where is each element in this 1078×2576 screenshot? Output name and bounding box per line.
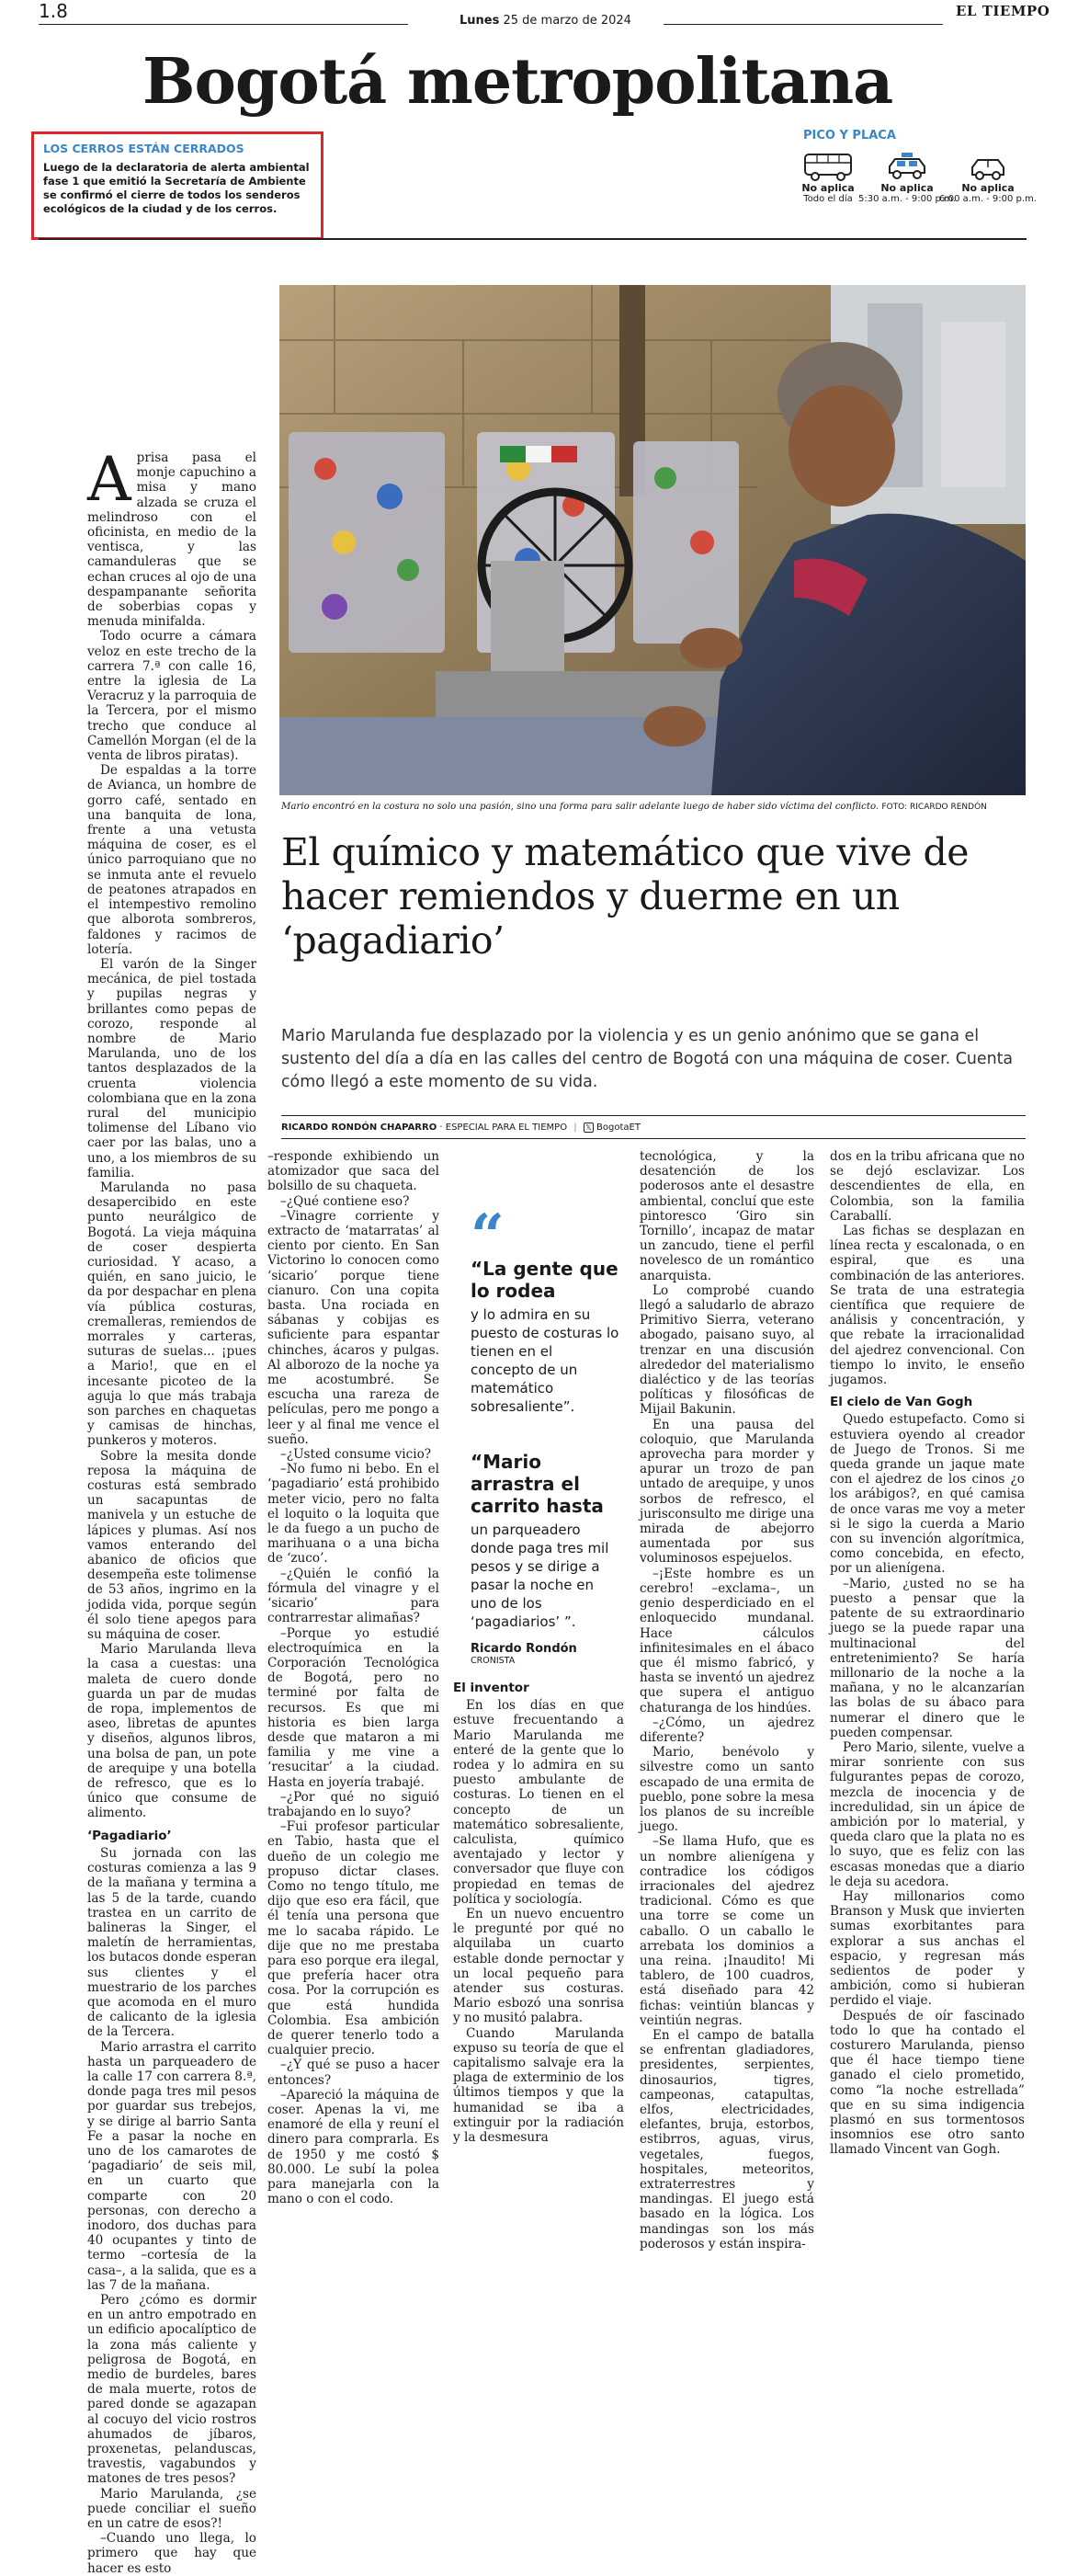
caption-text: Mario encontró en la costura no solo una pasión, sino una forma para salir adelante luego de haber sido víctima del conflicto. <box>281 802 879 812</box>
quote-mark-icon: “ <box>471 1202 505 1271</box>
pullquote-2: “Mario arrastra el carrito hasta un parqueadero donde paga tres mil pesos y se dirige a pasar la noche en uno de los ‘pagadiarios’ ”. Ricardo Rondón CRONISTA <box>471 1451 619 1666</box>
header-rule-right <box>664 24 943 25</box>
car-hours: 6:00 a.m. - 9:00 p.m. <box>939 194 1037 204</box>
photo-caption <box>281 802 1035 812</box>
pullquote-1: “ “La gente que lo rodea y lo admira en su puesto de costuras lo tienen en el concepto de un matemático sobresaliente”. <box>471 1202 619 1415</box>
article-column-3: El inventor En los días en que estuve frecuentando a Mario Marulanda me enteré de la gente que lo rodea y lo admira en su puesto ambulante de costuras. Lo tienen en el concepto de un matemático sobresaliente, calculista, químico aventajado y lector y conversador que fluye con propiedad en temas de política y sociología. En un nuevo encuentro le pregunté por qué no alquilaba un cuarto estable donde pernoctar y un local pequeño para atender sus costuras. Mario esbozó una sonrisa y no musitó palabra. Cuando Marulanda expuso su teoría de que el capitalismo salvaje era la plaga de exterminio de los últimos tiempos y que la humanidad se iba a extinguir por la radiación y la desmesura <box>453 1681 624 2146</box>
bus-status: No aplica <box>801 182 855 194</box>
article-column-2: –responde exhibiendo un atomizador que saca del bolsillo de su chaqueta. –¿Qué contiene eso? –Vinagre corriente y extracto de ‘matarratas’ al ciento por ciento. En San Victorino lo conocen como ‘sicario’ porque tiene cianuro. Con una copita basta. Una rociada en sábanas y cobijas es suficiente para espantar chinches, ácaros y pulgas. Al alborozo de la noche ya me acostumbré. Se escucha una rareza de películas, pero me pongo a leer y al final me vence el sueño. –¿Usted consume vicio? –No fumo ni bebo. En el ‘pagadiario’ está prohibido meter vicio, pero no falta el loquito o la loquita que le da fuego a un pucho de marihuana o a una bicha de ‘zuco’. –¿Quién le confió la fórmula del vinagre y el ‘sicario’ para contrarrestar alimañas? –Porque yo estudié electroquímica en la Corporación Tecnológica de Bogotá, pero no terminé por falta de recursos. Es que mi historia es bien larga desde que mataron a mi familia y me vine a ‘resucitar’ a la ciudad. Hasta en joyería trabajé. –¿Por qué no siguió trabajando en lo suyo? –Fui profesor particular en Tabio, hasta que el dueño de un colegio me propuso dictar clases. Como no tengo título, me dijo que eso era fácil, que él tenía una persona que me lo sacaba rápido. Le dije que no me prestaba para eso porque era ilegal, que prefería hacer otra cosa. Por la corrupción es que está hundida Colombia. Esa ambición de querer tenerlo todo a cualquier precio. –¿Y qué se puso a hacer entonces? –Apareció la máquina de coser. Apenas la vi, me enamoré de ella y reuní el dinero para comprarla. Es de 1950 y me costó $ 80.000. Le subí la polea para manejarla con la mano o con el codo. <box>267 1149 439 2207</box>
subhead-pagadiario: ‘Pagadiario’ <box>87 1828 172 1843</box>
byline-author: RICARDO RONDÓN CHAPARRO <box>281 1123 437 1133</box>
subhead-cielo-van-gogh: El cielo de Van Gogh <box>830 1395 973 1410</box>
bus-icon <box>802 151 854 182</box>
byline-rule-bottom <box>281 1138 1026 1139</box>
car-status: No aplica <box>961 182 1015 194</box>
drop-cap: A <box>87 444 131 515</box>
pico-placa-title: PICO Y PLACA <box>803 129 896 142</box>
byline-handle[interactable]: BogotaET <box>596 1123 641 1133</box>
alert-text: Luego de la declaratoria de alerta ambiental fase 1 que emitió la Secretaría de Ambiente se confirmó el cierre de todos los senderos ecológicos de la ciudad y de los cerros. <box>43 161 310 215</box>
article-column-1: Aprisa pasa el monje capuchino a misa y mano alzada se cruza el melindroso con el oficinista, en medio de la ventisca, y las camanduleras que se echan cruces al ojo de una despampanante señorita de soberbias copas y menuda minifalda. Todo ocurre a cámara veloz en este trecho de la carrera 7.ª con calle 16, entre la iglesia de La Veracruz y la parroquia de la Tercera, por el mismo trecho que conduce al Camellón Morgan (el de la venta de libros piratas). De espaldas a la torre de Avianca, un hombre de gorro café, sentado en una banquita de lona, frente a una vetusta máquina de coser, es el único parroquiano que no se inmuta ante el revuelo de peatones atrapados en el intempestivo remolino que alborota sombreros, faldones y racimos de lotería. El varón de la Singer mecánica, de piel tostada y pupilas negras y brillantes como pepas de corozo, responde al nombre de Mario Marulanda, uno de los tantos desplazados de la cruenta violencia colombiana que en la zona rural del municipio tolimense del Líbano vio caer por las balas, uno a uno, a los miembros de su familia. Marulanda no pasa desapercibido en este punto neurálgico de Bogotá. La vieja máquina de coser despierta curiosidad. Y acaso, a quién, en sano juicio, le da por despachar en plena vía pública costuras, cremalleras, remiendos de morrales y carteras, suturas de suelas... ¡pues a Mario!, que en el incesante picoteo de la aguja lo que más trabaja son parches en chaquetas y camisas de hinchas, punkeros y moteros. Sobre la mesita donde reposa la máquina de costuras está sembrado un sacapuntas de manivela y un estuche de lápices y plumas. Así nos vamos enterando del abanico de oficios que desempeña este tolimense de 53 años, ingrimo en la jodida vida, porque según él solo tiene apegos para su máquina de coser. Mario Marulanda lleva la casa a cuestas: una maleta de cuero donde guarda un par de mudas de ropa, implementos de aseo, libretas de apuntes y diseños, algunos libros, una bolsa de pan, un pote de arequipe y una botella de refresco, que es lo único que consume de alimento. ‘Pagadiario’ Su jornada con las costuras comienza a las 9 de la mañana y termina a las 5 de la tarde, cuando trastea en un carrito de balineras la Singer, el maletín de herramientas, los butacos donde esperan sus clientes y el muestrario de los parches que acomoda en el muro de calicanto de la iglesia de la Tercera. Mario arrastra el carrito hasta un parqueadero de la calle 17 con carrera 8.ª, donde paga tres mil pesos por guardar sus trebejos, y se dirige al barrio Santa Fe a pasar la noche en uno de los camarotes de ‘pagadiario’ de seis mil, en un cuarto que comparte con 20 personas, con derecho a inodoro, dos duchas para 40 ocupantes y tinto de termo –cortesía de la casa–, a la salida, que es a las 7 de la mañana. Pero ¿cómo es dormir en un antro empotrado en un edificio apocalíptico de la zona más caliente y peligrosa de Bogotá, en medio de burdeles, bares de mala muerte, rotos de pared donde se agazapan al cocuyo del vicio rostros ahumados de jíbaros, proxenetas, pelanduscas, travestis, vagabundos y matones de tres pesos? Mario Marulanda, ¿se puede conciliar el sueño en un catre de esos?! –Cuando uno llega, lo primero que hay que hacer es esto <box>87 444 256 2576</box>
byline-role: · ESPECIAL PARA EL TIEMPO <box>439 1123 568 1133</box>
subhead-inventor: El inventor <box>453 1681 529 1695</box>
page-number: 1.8 <box>39 0 68 22</box>
alert-box <box>31 131 323 240</box>
header-date: Lunes 25 de marzo de 2024 <box>460 14 631 28</box>
byline-rule-top <box>281 1115 1026 1116</box>
taxi-status: No aplica <box>880 182 934 194</box>
car-icon <box>970 151 1006 182</box>
photo-credit: FOTO: RICARDO RENDÓN <box>881 803 987 812</box>
header-bottom-rule <box>39 238 1027 240</box>
byline: RICARDO RONDÓN CHAPARRO · ESPECIAL PARA EL TIEMPO | 𝕏 BogotaET <box>281 1123 641 1133</box>
pullquote-role: CRONISTA <box>471 1656 516 1666</box>
taxi-icon <box>886 151 928 182</box>
article-column-5: dos en la tribu africana que no se dejó esclavizar. Los descendientes de ella, en Colombia, son la familia Caraballí. Las fichas se desplazan en línea recta y escalonada, o en espiral, que es una combinación de las anteriores. Se trata de una estrategia científica que requiere de análisis y concentración, y que rebate la irracionalidad del ajedrez convencional. Con tiempo lo invito, le enseño jugamos. El cielo de Van Gogh Quedo estupefacto. Como si estuviera oyendo al creador de Juego de Tronos. Si me queda grande un jaque mate con el ajedrez de los cinos ¿o los arábigos?, en qué camisa de once varas me voy a meter si le sigo la cuerda a Mario con su invención algorítmica, como concebida, en efecto, por un alienígena. –Mario, ¿usted no se ha puesto a pensar que la patente de su extraordinario juego se la puede rapar una multinacional del entretenimiento? Se haría millonario de la noche a la mañana, y no le alcanzarían las bolas de su ábaco para numerar el dinero que le pueden compensar. Pero Mario, silente, vuelve a mirar sonriente con sus fulgurantes pepas de corozo, mezcla de inocencia y de incredulidad, sin un ápice de ambición por lo material, y queda claro que la plata no es lo suyo, que es feliz con las escasas monedas que a diario le deja su acedora. Hay millonarios como Branson y Musk que invierten sumas exorbitantes para explorar a sus anchas el espacio, y regresan más sedientos de poder y ambición, como si hubieran perdido el viaje. Después de oír fascinado todo lo que ha contado el costurero Marulanda, pienso que él hace tiempo tiene ganado el cielo prometido, como “la noche estrellada” que en su sima indigencia plasmó en sus tormentosos insomnios ese otro santo llamado Vincent van Gogh. <box>830 1149 1025 2158</box>
header-rule-left <box>39 24 408 25</box>
x-icon: 𝕏 <box>584 1123 594 1133</box>
brand-logo: EL TIEMPO <box>956 3 1050 19</box>
pullquote-author: Ricardo Rondón <box>471 1642 577 1656</box>
alert-title: LOS CERROS ESTÁN CERRADOS <box>43 142 244 155</box>
article-column-4: tecnológica, y la desatención de los poderosos ante el desastre ambiental, concluí que este pintoresco ‘Giro sin Tornillo’, incapaz de matar un zancudo, tiene el perfil novelesco de un romántico anarquista. Lo comprobé cuando llegó a saludarlo de abrazo Primitivo Sierra, veterano abogado, paisano suyo, al trenzar en una discusión alrededor del materialismo dialéctico y de las teorías políticas y filosóficas de Mijail Bakunin. En una pausa del coloquio, que Marulanda aprovecha para morder y apurar un trozo de pan untado de arequipe, y unos sorbos de refresco, el jurisconsulto me dirige una mirada de abejorro aumentada por sus voluminosos espejuelos. –¡Este hombre es un cerebro! –exclama–, un genio desperdiciado en el enloquecido mundanal. Hace cálculos infinitesimales en el ábaco que él mismo fabricó, y hasta se inventó un ajedrez que supera el antiguo chaturanga de los hindúes. –¿Cómo, un ajedrez diferente? Mario, benévolo y silvestre como un santo escapado de una ermita de pueblo, pone sobre la mesa los planos de su increíble juego. –Se llama Hufo, que es un nombre alienígena y contradice los códigos irracionales del ajedrez tradicional. Cómo es que una torre se come un caballo. O un caballo le arrebata los dominios a una reina. ¡Inaudito! Mi tablero, de 100 cuadros, está diseñado para 42 fichas: veintiún blancas y veintiún negras. En el campo de batalla se enfrentan gladiadores, presidentes, serpientes, dinosaurios, tigres, campeonas, catapultas, elfos, electricidades, elefantes, bruja, estorbos, estibrros, aguas, virus, vegetales, fuegos, hospitales, meteoritos, extraterrestres y mandingas. El juego está basado en la lógica. Los mandingas son los más poderosos y están inspira- <box>640 1149 814 2251</box>
bus-hours: Todo el día <box>803 194 853 204</box>
headline: El químico y matemático que vive de hacer remiendos y duerme en un ‘pagadiario’ <box>281 830 970 963</box>
photo-illustration <box>279 285 1026 795</box>
section-title: Bogotá metropolitana <box>142 45 893 119</box>
dek: Mario Marulanda fue desplazado por la violencia y es un genio anónimo que se gana el sustento del día a día en las calles del centro de Bogotá con una máquina de coser. Cuenta cómo llegó a este momento de su vida. <box>281 1027 1014 1091</box>
pico-placa-car <box>939 151 1037 204</box>
taxi-hours: 5:30 a.m. - 9:00 p.m. <box>858 194 956 204</box>
photo <box>279 285 1026 795</box>
